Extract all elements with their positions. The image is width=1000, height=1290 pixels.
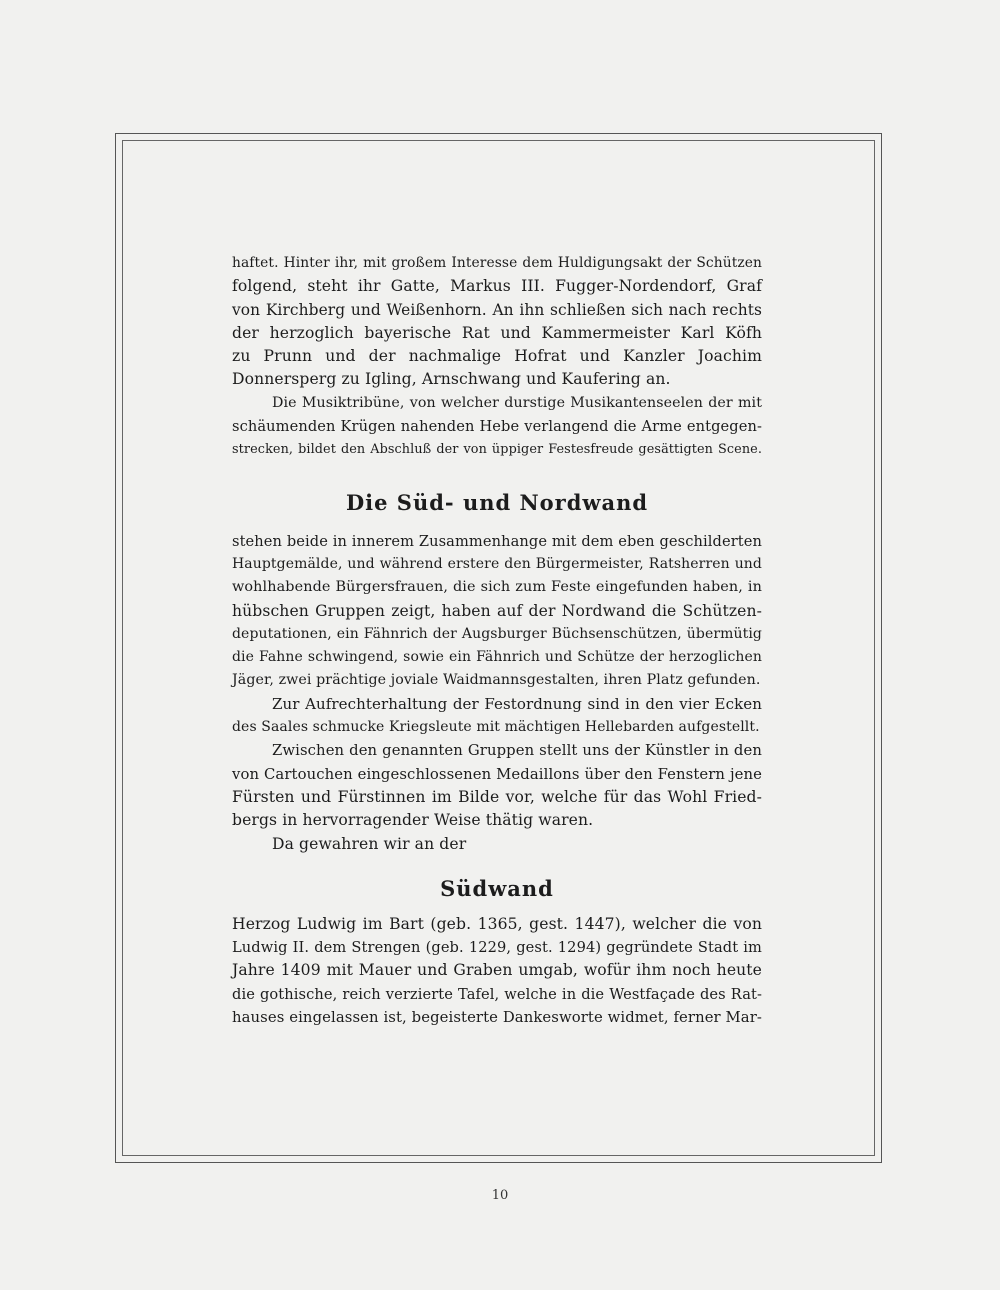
section-heading: Südwand bbox=[440, 875, 554, 901]
text-line: Jäger, zwei prächtige joviale Waidmannsgestalten, ihren Platz gefunden. bbox=[232, 672, 761, 689]
text-line: deputationen, ein Fähnrich der Augsburger Büchsenschützen, übermütig bbox=[232, 625, 762, 642]
text-line: der herzoglich bayerische Rat und Kammermeister Karl Köfh bbox=[232, 323, 762, 342]
text-line: Donnersperg zu Igling, Arnschwang und Kaufering an. bbox=[232, 370, 671, 389]
paragraph bbox=[232, 252, 762, 392]
text-line: strecken, bildet den Abschluß der von üppiger Festesfreude gesättigten Scene. bbox=[232, 442, 762, 458]
text-line: Zur Aufrechterhaltung der Festordnung sind in den vier Ecken bbox=[272, 694, 762, 713]
text-line: von Cartouchen eingeschlossenen Medaillons über den Fenstern jene bbox=[232, 765, 762, 783]
text-line: zu Prunn und der nachmalige Hofrat und Kanzler Joachim bbox=[232, 347, 762, 366]
paragraph bbox=[232, 693, 762, 740]
page-number: 10 bbox=[491, 1188, 509, 1203]
text-line: die Fahne schwingend, sowie ein Fähnrich und Schütze der herzoglichen bbox=[232, 649, 762, 666]
text-line: Jahre 1409 mit Mauer und Graben umgab, wofür ihm noch heute bbox=[232, 961, 762, 980]
text-line: des Saales schmucke Kriegsleute mit mächtigen Hellebarden aufgestellt. bbox=[232, 719, 760, 736]
text-line: Die Musiktribüne, von welcher durstige Musikantenseelen der mit bbox=[272, 394, 762, 411]
text-line: hauses eingelassen ist, begeisterte Dankesworte widmet, ferner Mar- bbox=[232, 1009, 762, 1027]
section-heading: Die Süd- und Nordwand bbox=[345, 489, 649, 515]
text-line: stehen beide in innerem Zusammenhange mit dem eben geschilderten bbox=[232, 532, 762, 550]
text-line: Fürsten und Fürstinnen im Bilde vor, welche für das Wohl Fried- bbox=[232, 787, 762, 806]
text-column bbox=[232, 252, 762, 1029]
text-line: bergs in hervorragender Weise thätig waren. bbox=[232, 811, 594, 830]
paragraph bbox=[232, 530, 762, 693]
text-line: folgend, steht ihr Gatte, Markus III. Fugger-Nordendorf, Graf bbox=[232, 277, 762, 296]
paragraph bbox=[232, 392, 762, 462]
paragraph bbox=[232, 833, 762, 856]
text-line: Ludwig II. dem Strengen (geb. 1229, gest. 1294) gegründete Stadt im bbox=[232, 939, 762, 957]
text-line: Herzog Ludwig im Bart (geb. 1365, gest. 1447), welcher die von bbox=[232, 914, 762, 933]
text-line: schäumenden Krügen nahenden Hebe verlangend die Arme entgegen- bbox=[232, 418, 762, 436]
text-line: Hauptgemälde, und während erstere den Bürgermeister, Ratsherren und bbox=[232, 555, 762, 572]
text-line: Zwischen den genannten Gruppen stellt uns der Künstler in den bbox=[272, 742, 762, 760]
text-line: wohlhabende Bürgersfrauen, die sich zum Feste eingefunden haben, in bbox=[232, 579, 762, 596]
text-line: Da gewahren wir an der bbox=[272, 834, 467, 853]
text-line: von Kirchberg und Weißenhorn. An ihn schließen sich nach rechts bbox=[232, 300, 762, 319]
paragraph bbox=[232, 913, 762, 1029]
text-line: haftet. Hinter ihr, mit großem Interesse dem Huldigungsakt der Schützen bbox=[232, 255, 762, 271]
text-line: die gothische, reich verzierte Tafel, welche in die Westfaçade des Rat- bbox=[232, 985, 762, 1003]
text-line: hübschen Gruppen zeigt, haben auf der Nordwand die Schützen- bbox=[232, 601, 762, 620]
paragraph bbox=[232, 739, 762, 832]
